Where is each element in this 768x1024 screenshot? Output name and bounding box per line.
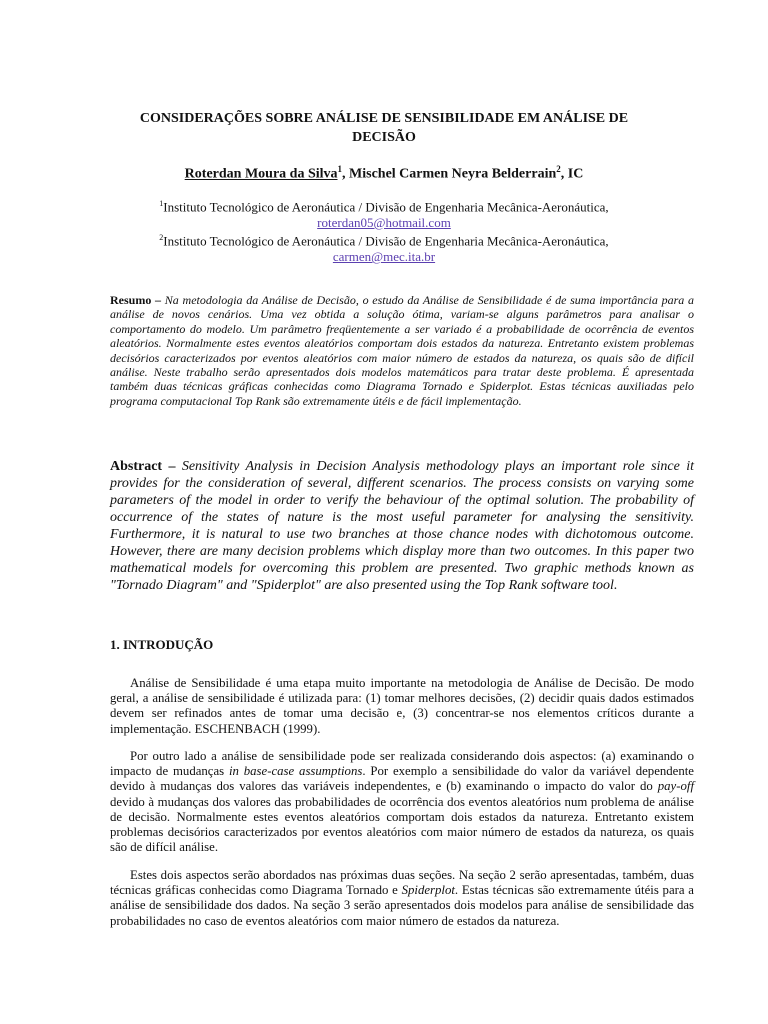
affiliation-1-mark: 1 <box>159 199 164 208</box>
title-line-1: CONSIDERAÇÕES SOBRE ANÁLISE DE SENSIBILIDADE EM ANÁLISE DE <box>139 111 629 126</box>
p2-italic-base-case: in base-case assumptions <box>228 764 363 779</box>
author-2-affiliation-mark: 2 <box>556 164 561 174</box>
affiliation-2-email-link[interactable]: carmen@mec.ita.br <box>332 249 436 265</box>
p3-part-c: . Estas técnicas são extremamente útéis para a análise de sensibilidade dos dados. Na seção 3 serão apresentados dois modelos para análise de sensibilidade das probabilidades no caso de eventos aleatórios com maior número de estados da natureza. <box>110 883 694 928</box>
affiliation-1-text: Instituto Tecnológico de Aeronáutica / Divisão de Engenharia Mecânica-Aeronáutica, <box>163 199 609 215</box>
abstract-block <box>110 458 694 594</box>
author-separator: , <box>342 166 350 182</box>
abstract-text: Sensitivity Analysis in Decision Analysis methodology plays an important role since it provides for the consideration of several, different scenarios. The process consists on varying some parameters of the model in order to verify the behaviour of the optimal solution. The probability of occurrence of the states of nature is the most useful parameter for analysing the sensitivity. Furthermore, it is natural to use two branches at those chance nodes with dichotomous outcome. However, there are many decision problems which display more than two outcomes. In this paper two mathematical models for overcoming this problem are presented. Two graphic methods known as "Tornado Diagram" and "Spiderplot" are also presented using the Top Rank software tool. <box>110 459 694 593</box>
resumo-label: Resumo – <box>110 293 162 307</box>
section-1-heading: 1. INTRODUÇÃO <box>110 637 214 652</box>
author-list <box>60 160 708 184</box>
p3-italic-spiderplot: Spiderplot <box>401 883 455 898</box>
affiliation-2-mark: 2 <box>159 233 164 243</box>
p2-part-a: Por outro lado a análise de sensibilidade pode ser realizada considerando dois aspectos: (a) examinando o impacto de mudanças <box>110 749 694 779</box>
author-suffix: , IC <box>560 166 584 182</box>
affiliation-2 <box>60 230 708 249</box>
p2-italic-pay-off: pay-off <box>657 779 694 794</box>
affiliations <box>60 196 708 265</box>
author-2-name: Mischel Carmen Neyra Belderrain <box>349 166 557 182</box>
intro-paragraph-2 <box>110 749 694 855</box>
p2-part-c: . Por exemplo a sensibilidade do valor da variável dependente devido à mudanças dos valores das variáveis independentes, e (b) examinando o impacto do valor do <box>110 764 694 794</box>
resumo-block <box>110 293 694 408</box>
intro-paragraph-1: Análise de Sensibilidade é uma etapa muito importante na metodologia de Análise de Decisão. De modo geral, a análise de sensibilidade é utilizada para: (1) tomar melhores decisões, (2) decidir quais dados estimados devem ser refinados antes de tomar uma decisão e, (3) concentrar-se nos elementos críticos durante a implementação. ESCHENBACH (1999). <box>110 676 694 736</box>
abstract-label: Abstract – <box>110 459 176 474</box>
p3-part-a: Estes dois aspectos serão abordados nas próximas duas seções. Na seção 2 serão apresentadas, também, duas técnicas gráficas conhecidas como Diagrama Tornado e <box>110 868 694 898</box>
p2-part-e: devido à mudanças dos valores das probabilidades de ocorrência dos eventos aleatórios num problema de análise de decisão. Normalmente estes eventos aleatórios comportam dois estados da natureza. Entretanto existem problemas decisórios caracterizados por eventos aleatórios com maior número de estados da natureza, os quais são de difícil análise. <box>110 794 694 855</box>
resumo-text: Na metodologia da Análise de Decisão, o estudo da Análise de Sensibilidade é de suma importância para a análise de novos cenários. Uma vez obtida a solução ótima, variam-se alguns parâmetros para analisar o comportamento do modelo. Um parâmetro freqüentemente a ser variado é a probabilidade de ocorrência de eventos aleatórios. Normalmente estes eventos aleatórios comportam dois estados da natureza. Entretanto existem problemas decisórios caracterizados por eventos aleatórios com maior número de estados da natureza, os quais são de difícil análise. Neste trabalho serão apresentados dois modelos matemáticos para tratar deste problema. É apresentada também duas técnicas gráficas conhecidas como Diagrama Tornado e Spiderplot. Estas técnicas auxiliadas pelo programa computacional Top Rank são extremamente útéis e de fácil implementação. <box>110 293 694 408</box>
author-1-affiliation-mark: 1 <box>337 164 343 174</box>
title-line-2: DECISÃO <box>352 130 416 145</box>
intro-paragraph-3 <box>110 868 694 929</box>
affiliation-1 <box>60 196 708 215</box>
affiliation-2-text: Instituto Tecnológico de Aeronáutica / Divisão de Engenharia Mecânica-Aeronáutica, <box>163 233 609 249</box>
affiliation-1-email-link[interactable]: roterdan05@hotmail.com <box>317 214 451 230</box>
paper-title <box>100 109 668 147</box>
author-1-name: Roterdan Moura da Silva <box>184 166 338 182</box>
